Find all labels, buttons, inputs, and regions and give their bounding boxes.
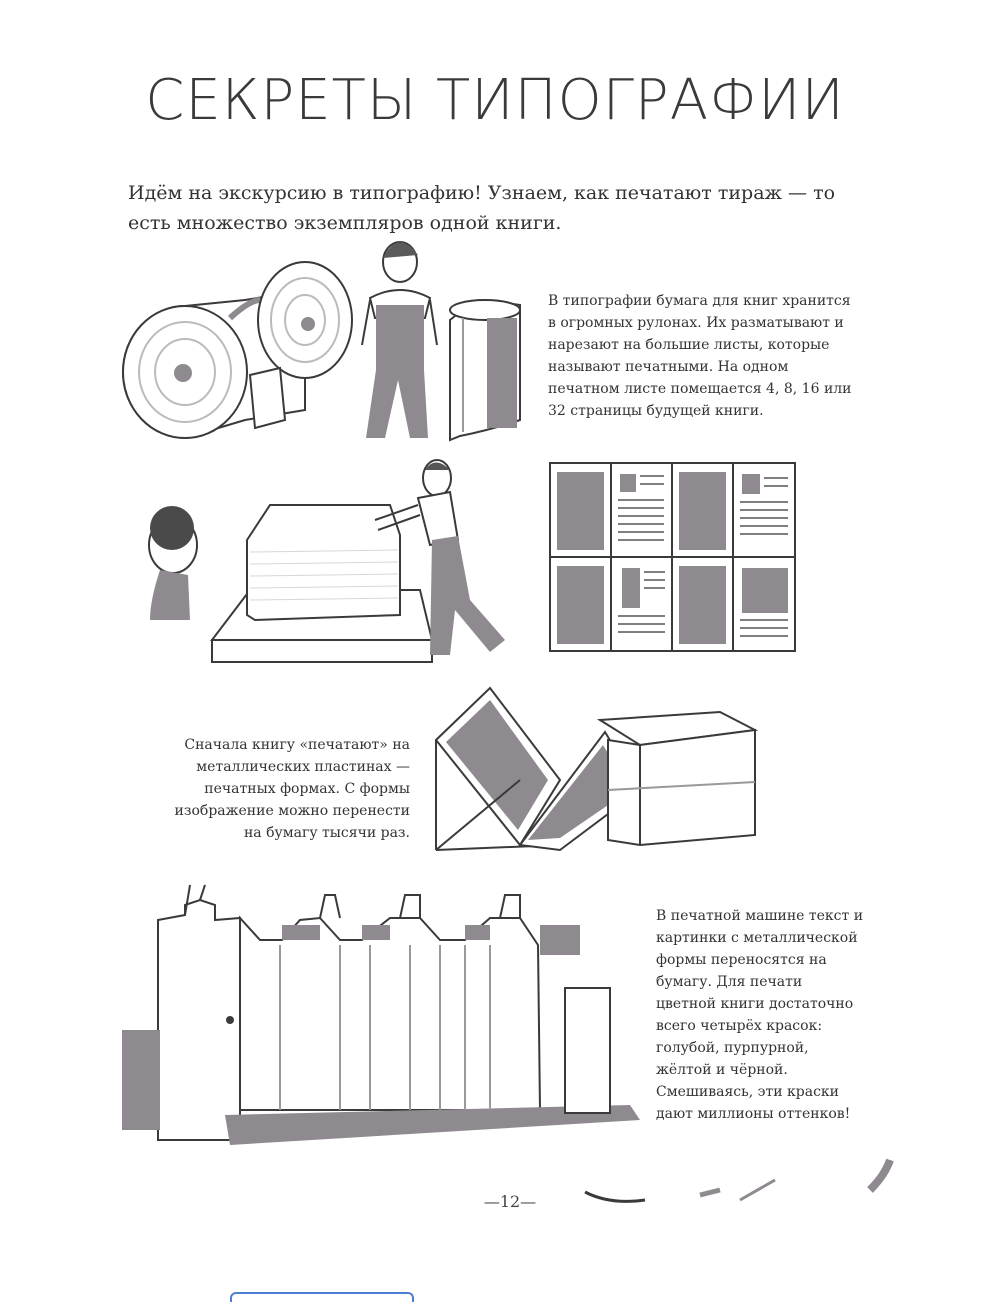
printing-plates-illustration — [436, 688, 755, 850]
caption-paper-rolls: В типографии бумага для книг хранится в огромных рулонах. Их разматывают и нарезают на большие листы, которые называют печатными. На одном печатном листе помещается 4, 8, 16 или 32 страницы будущей книги. — [548, 293, 852, 419]
viewer-scroll-tab[interactable] — [230, 1292, 414, 1302]
caption-printing-machine: В печатной машине текст и картинки с металлической формы переносятся на бумагу. Для печати цветной книги достаточно всего четырёх красок: голубой, пурпурной, жёлтой и чёрной. Смешиваясь, эти краски дают миллионы оттенков! — [656, 908, 864, 1122]
printed-sheet-illustration — [550, 463, 795, 651]
page-number: —12— — [483, 1192, 537, 1211]
caption-printing-plates: Сначала книгу «печатают» на металлических пластинах — печатных формах. С формы изображение можно перенести на бумагу тысячи раз. — [174, 737, 410, 841]
intro-paragraph: Идём на экскурсию в типографию! Узнаем, как печатают тираж — то есть множество экземпляров одной книги. — [128, 182, 836, 234]
worker-illustration — [362, 242, 437, 438]
page-title: СЕКРЕТЫ ТИПОГРАФИИ — [145, 68, 845, 133]
paper-stack-illustration — [149, 460, 505, 662]
printing-machine-illustration — [122, 885, 640, 1145]
paper-rolls-illustration — [123, 262, 520, 440]
footer-ornaments — [585, 1160, 890, 1201]
